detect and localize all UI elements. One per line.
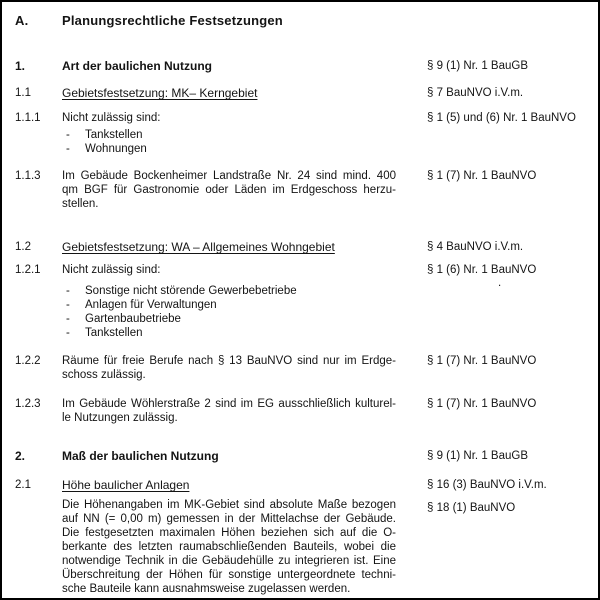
clause-body: Im Gebäude Wöhlerstraße 2 sind im EG ausschließlich kulturel- le Nutzungen zulässig. — [62, 398, 396, 424]
legal-reference: § 1 (6) Nr. 1 BauNVO — [427, 264, 537, 276]
dash-bullet: - — [66, 327, 70, 339]
clause-title: Gebietsfestsetzung: MK– Kerngebiet — [62, 86, 258, 100]
legal-reference: § 9 (1) Nr. 1 BauGB — [427, 60, 528, 72]
clause-title: Maß der baulichen Nutzung — [62, 449, 219, 463]
clause-number: 1.2.3 — [15, 398, 41, 410]
clause-body: Die Höhenangaben im MK-Gebiet sind absolute Maße bezogen auf NN (= 0,00 m) gemessen in der Mittelachse der Gebäude. Die festgesetzten maximalen Höhen beziehen sich auf die O- berkante des letzten raumabschließenden Bauteils, wobei die notwendige Technik in die Gebäudehülle zu integrieren ist. Eine Überschreitung der Höhen für sonstige untergeordnete techni- sche Bauteile kann ausnahmsweise zugelassen werden. — [62, 499, 396, 595]
clause-number: 1.1.1 — [15, 112, 41, 124]
clause-number: 1.2.1 — [15, 264, 41, 276]
list-item: Gartenbaubetriebe — [85, 313, 181, 325]
stray-dot: . — [498, 277, 502, 289]
list-item: Tankstellen — [85, 327, 143, 339]
clause-text: Nicht zulässig sind: — [62, 112, 161, 124]
clause-number: 1.1.3 — [15, 170, 41, 182]
clause-number: 1.1 — [15, 87, 31, 99]
clause-text: Nicht zulässig sind: — [62, 264, 161, 276]
legal-reference: § 7 BauNVO i.V.m. — [427, 87, 524, 99]
legal-reference: § 1 (7) Nr. 1 BauNVO — [427, 398, 537, 410]
list-item: Tankstellen — [85, 129, 143, 141]
document-title: Planungsrechtliche Festsetzungen — [62, 13, 283, 28]
clause-title: Höhe baulicher Anlagen — [62, 478, 190, 492]
legal-reference: § 4 BauNVO i.V.m. — [427, 241, 524, 253]
dash-bullet: - — [66, 129, 70, 141]
legal-reference: § 1 (5) und (6) Nr. 1 BauNVO — [427, 112, 576, 124]
legal-reference: § 1 (7) Nr. 1 BauNVO — [427, 170, 537, 182]
dash-bullet: - — [66, 313, 70, 325]
clause-number: 1.2 — [15, 241, 31, 253]
legal-reference: § 18 (1) BauNVO — [427, 502, 516, 514]
list-item: Wohnungen — [85, 143, 147, 155]
legal-reference: § 9 (1) Nr. 1 BauGB — [427, 450, 528, 462]
clause-number: 1.2.2 — [15, 355, 41, 367]
dash-bullet: - — [66, 285, 70, 297]
dash-bullet: - — [66, 299, 70, 311]
section-letter: A. — [15, 13, 29, 28]
dash-bullet: - — [66, 143, 70, 155]
clause-title: Gebietsfestsetzung: WA – Allgemeines Wohngebiet — [62, 240, 335, 254]
clause-title: Art der baulichen Nutzung — [62, 59, 212, 73]
clause-body: Im Gebäude Bockenheimer Landstraße Nr. 24 sind mind. 400 qm BGF für Gastronomie oder Läden im Erdgeschoss herzu- stellen. — [62, 170, 396, 210]
clause-number: 2. — [15, 449, 26, 463]
clause-number: 2.1 — [15, 479, 31, 491]
legal-reference: § 1 (7) Nr. 1 BauNVO — [427, 355, 537, 367]
list-item: Sonstige nicht störende Gewerbebetriebe — [85, 285, 297, 297]
clause-body: Räume für freie Berufe nach § 13 BauNVO sind nur im Erdge- schoss zulässig. — [62, 355, 396, 381]
legal-reference: § 16 (3) BauNVO i.V.m. — [427, 479, 547, 491]
clause-number: 1. — [15, 59, 26, 73]
list-item: Anlagen für Verwaltungen — [85, 299, 217, 311]
